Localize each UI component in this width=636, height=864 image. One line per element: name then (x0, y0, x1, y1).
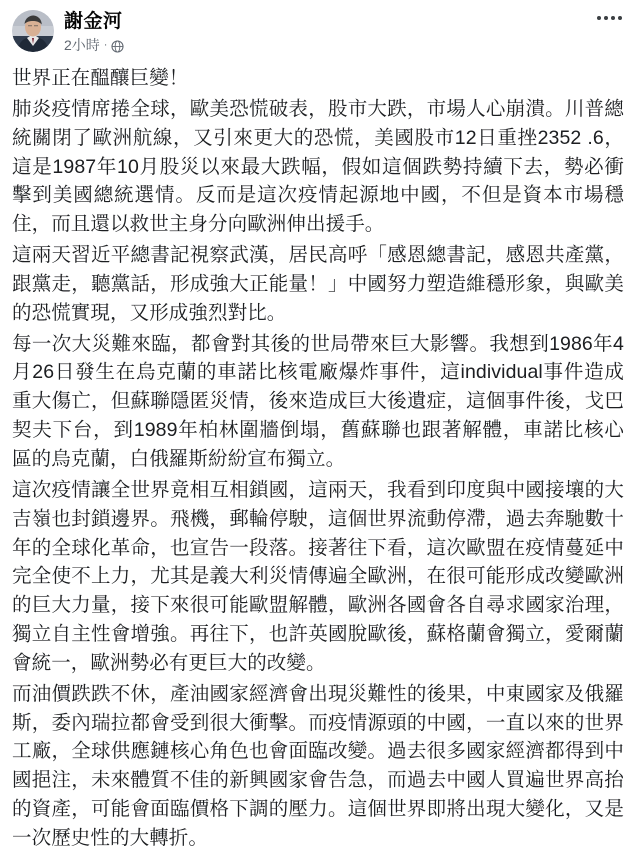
post-meta (64, 36, 124, 54)
avatar[interactable] (12, 10, 54, 52)
post-paragraph: 這兩天習近平總書記視察武漢，居民高呼「感恩總書記，感恩共產黨，跟黨走，聽黨話，形成強大正能量！」中國努力塑造維穩形象，與歐美的恐慌實現，又形成強烈對比。 (12, 244, 624, 324)
globe-icon[interactable] (111, 40, 124, 53)
post-header-text (64, 10, 124, 54)
post-paragraph: 這次疫情讓全世界竟相互相鎖國，這兩天，我看到印度與中國接壤的大吉嶺也封鎖邊界。飛機，郵輪停駛，這個世界流動停滯，過去奔馳數十年的全球化革命，也宣告一段落。接著往下看，這次歐盟在疫情蔓延中完全使不上力，尤其是義大利災情傳遍全歐洲，在很可能形成改變歐洲的巨大力量，接下來很可能歐盟解體，歐洲各國會各自尋求國家治理，獨立自主性會增強。再往下，也許英國脫歐後，蘇格蘭會獨立，愛爾蘭會統一，歐洲勢必有更巨大的改變。 (12, 478, 624, 674)
post-paragraph: 而油價跌跌不休，產油國家經濟會出現災難性的後果，中東國家及俄羅斯，委內瑞拉都會受到很大衝擊。而疫情源頭的中國，一直以來的世界工廠，全球供應鏈核心角色也會面臨改變。過去很多國家經濟都得到中國挹注，未來體質不佳的新興國家會告急，而過去中國人買遍世界高抬的資產，可能會面臨價格下調的壓力。這個世界即將出現大變化，又是一次歷史性的大轉折。 (12, 682, 624, 850)
post-paragraph: 每一次大災難來臨，都會對其後的世局帶來巨大影響。我想到1986年4月26日發生在烏克蘭的車諾比核電廠爆炸事件，這individual事件造成重大傷亡，但蘇聯隱匿災情，後來造成巨大後遺症，這個事件後，戈巴契夫下台，到1989年柏林圍牆倒塌，舊蘇聯也跟著解體，車諾比核心區的烏克蘭，白俄羅斯紛紛宣布獨立。 (12, 332, 624, 470)
post-options-ellipsis-icon[interactable] (595, 14, 624, 22)
post-paragraph: 世界正在醞釀巨變！ (12, 67, 189, 89)
ellipsis-dot (611, 16, 615, 20)
post-timestamp[interactable]: 2小時 (64, 37, 100, 53)
post-author-name[interactable]: 謝金河 (64, 11, 123, 32)
ellipsis-dot (597, 16, 601, 20)
ellipsis-dot (604, 16, 608, 20)
post-header (0, 0, 636, 60)
post-body (0, 60, 636, 864)
ellipsis-dot (618, 16, 622, 20)
meta-separator: · (103, 39, 108, 51)
post-paragraph: 肺炎疫情席捲全球，歐美恐慌破表，股市大跌，市場人心崩潰。川普總統關閉了歐洲航線，又引來更大的恐慌，美國股市12日重挫2352 .6，這是1987年10月股災以來最大跌幅，假如這個跌勢持續下去，勢必衝擊到美國總統選情。反而是這次疫情起源地中國，不但是資本市場穩住，而且還以救世主身分向歐洲伸出援手。 (12, 97, 624, 236)
